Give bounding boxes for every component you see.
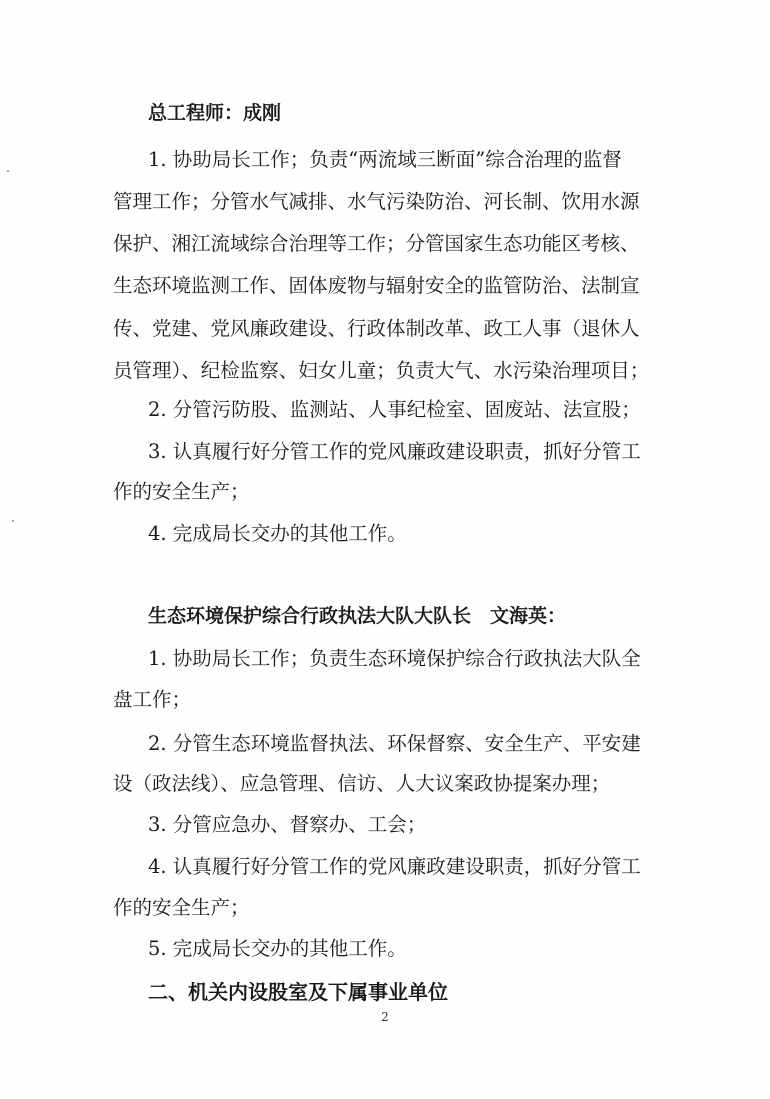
- paragraph-line: 作的安全生产；: [113, 896, 250, 919]
- paragraph-line: 3. 分管应急办、督察办、工会；: [148, 813, 427, 836]
- paragraph-line: 4. 完成局长交办的其他工作。: [148, 522, 407, 545]
- scan-speck: [12, 520, 14, 522]
- paragraph-line: 生态环境监测工作、固体废物与辐射安全的监管防治、法制宣: [113, 274, 640, 297]
- section-heading-chief-engineer: 总工程师：成刚: [148, 102, 282, 124]
- paragraph-line: 1. 协助局长工作；负责生态环境保护综合行政执法大队全: [148, 647, 641, 670]
- paragraph-line: 3. 认真履行好分管工作的党风廉政建设职责，抓好分管工: [148, 440, 641, 463]
- paragraph-line: 2. 分管生态环境监督执法、环保督察、安全生产、平安建: [148, 732, 641, 755]
- paragraph-line: 盘工作；: [113, 688, 192, 711]
- paragraph-line: 5. 完成局长交办的其他工作。: [148, 937, 407, 960]
- scan-speck: [7, 170, 9, 172]
- paragraph-line: 2. 分管污防股、监测站、人事纪检室、固废站、法宣股；: [148, 398, 641, 421]
- paragraph-line: 管理工作；分管水气减排、水气污染防治、河长制、饮用水源: [113, 190, 640, 213]
- paragraph-line: 传、党建、党风廉政建设、行政体制改革、政工人事（退休人: [113, 317, 640, 340]
- paragraph-line: 1. 协助局长工作；负责“两流域三断面”综合治理的监督: [148, 148, 622, 171]
- section-heading-enforcement-captain: 生态环境保护综合行政执法大队大队长 文海英：: [148, 605, 567, 627]
- paragraph-line: 4. 认真履行好分管工作的党风廉政建设职责，抓好分管工: [148, 855, 641, 878]
- page-number: 2: [381, 1010, 389, 1024]
- paragraph-line: 员管理）、纪检监察、妇女儿童；负责大气、水污染治理项目；: [113, 359, 650, 382]
- paragraph-line: 作的安全生产；: [113, 480, 250, 503]
- section-heading-internal-units: 二、机关内设股室及下属事业单位: [148, 980, 448, 1004]
- paragraph-line: 设（政法线）、应急管理、信访、人大议案政协提案办理；: [113, 772, 611, 795]
- paragraph-line: 保护、湘江流域综合治理等工作；分管国家生态功能区考核、: [113, 232, 640, 255]
